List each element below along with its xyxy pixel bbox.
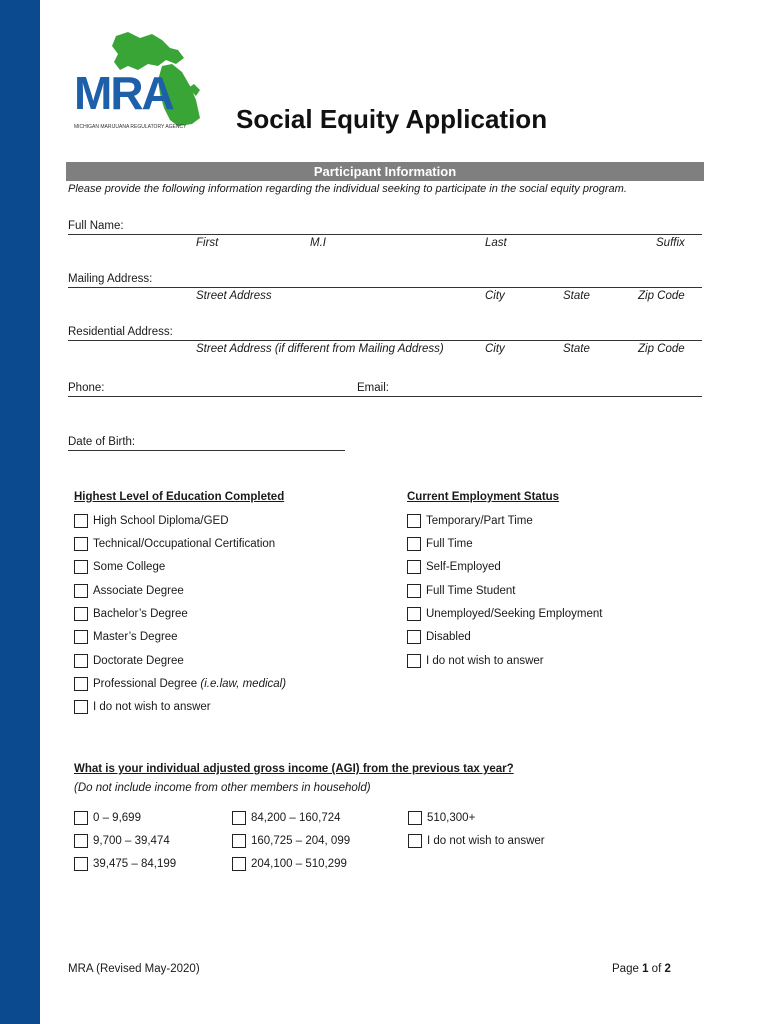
checkbox[interactable] [407, 537, 421, 551]
checkbox[interactable] [74, 857, 88, 871]
checkbox[interactable] [407, 560, 421, 574]
education-option[interactable] [74, 630, 178, 644]
income-option[interactable] [232, 834, 350, 848]
checkbox[interactable] [74, 811, 88, 825]
checkbox[interactable] [74, 654, 88, 668]
option-label: 0 – 9,699 [93, 812, 141, 824]
residential-state-label: State [563, 343, 590, 355]
income-note: (Do not include income from other members in household) [74, 782, 371, 794]
education-heading: Highest Level of Education Completed [74, 491, 285, 503]
income-option[interactable] [74, 834, 170, 848]
dob-field[interactable] [68, 450, 345, 451]
income-question: What is your individual adjusted gross income (AGI) from the previous tax year? [74, 763, 514, 775]
checkbox[interactable] [232, 834, 246, 848]
checkbox[interactable] [232, 811, 246, 825]
education-option[interactable] [74, 677, 286, 691]
checkbox[interactable] [74, 607, 88, 621]
phone-field[interactable] [68, 396, 356, 397]
email-field[interactable] [356, 396, 702, 397]
option-label: 204,100 – 510,299 [251, 858, 347, 870]
section-instructions: Please provide the following information regarding the individual seeking to participate in the social equity program. [68, 183, 627, 195]
option-label: 84,200 – 160,724 [251, 812, 341, 824]
checkbox[interactable] [407, 654, 421, 668]
income-option[interactable] [408, 811, 475, 825]
checkbox[interactable] [408, 834, 422, 848]
option-label: I do not wish to answer [426, 655, 544, 667]
option-label: Full Time [426, 538, 473, 550]
checkbox[interactable] [74, 677, 88, 691]
full-name-field[interactable] [68, 234, 702, 235]
side-accent-bar [0, 0, 40, 1024]
checkbox[interactable] [74, 537, 88, 551]
mra-logo [66, 30, 212, 136]
option-label: 9,700 – 39,474 [93, 835, 170, 847]
residential-address-label: Residential Address: [68, 326, 173, 338]
option-label: High School Diploma/GED [93, 515, 229, 527]
checkbox[interactable] [407, 630, 421, 644]
income-option[interactable] [232, 857, 347, 871]
employment-option[interactable] [407, 537, 473, 551]
option-label: Disabled [426, 631, 471, 643]
mailing-street-label: Street Address [196, 290, 272, 302]
mailing-zip-label: Zip Code [638, 290, 685, 302]
checkbox[interactable] [74, 834, 88, 848]
employment-option[interactable] [407, 584, 515, 598]
checkbox[interactable] [74, 630, 88, 644]
mailing-address-label: Mailing Address: [68, 273, 153, 285]
checkbox[interactable] [407, 584, 421, 598]
checkbox[interactable] [232, 857, 246, 871]
logo-text: MRA [74, 67, 173, 119]
logo-subtext: MICHIGAN MARIJUANA REGULATORY AGENCY [74, 124, 187, 130]
full-name-suffix-label: Suffix [656, 237, 685, 249]
option-label: Doctorate Degree [93, 655, 184, 667]
mailing-city-label: City [485, 290, 505, 302]
education-option[interactable] [74, 584, 184, 598]
residential-street-label: Street Address (if different from Mailing Address) [196, 343, 444, 355]
section-header: Participant Information [66, 162, 704, 181]
option-label: Professional Degree [93, 678, 198, 690]
checkbox[interactable] [74, 700, 88, 714]
residential-address-field[interactable] [68, 340, 702, 341]
full-name-first-label: First [196, 237, 219, 249]
option-note: (i.e.law, medical) [200, 678, 287, 690]
page-number [612, 963, 671, 975]
employment-option[interactable] [407, 654, 544, 668]
checkbox[interactable] [407, 514, 421, 528]
full-name-mi-label: M.I [310, 237, 326, 249]
residential-zip-label: Zip Code [638, 343, 685, 355]
income-option[interactable] [74, 857, 176, 871]
dob-label: Date of Birth: [68, 436, 136, 448]
education-option[interactable] [74, 654, 184, 668]
option-label: Self-Employed [426, 561, 501, 573]
option-label: Full Time Student [426, 585, 516, 597]
income-option[interactable] [232, 811, 341, 825]
education-option[interactable] [74, 514, 229, 528]
employment-option[interactable] [407, 560, 501, 574]
option-label: 160,725 – 204, 099 [251, 835, 351, 847]
option-label: 39,475 – 84,199 [93, 858, 177, 870]
residential-city-label: City [485, 343, 505, 355]
option-label: Master’s Degree [93, 631, 178, 643]
employment-heading: Current Employment Status [407, 491, 560, 503]
option-label: Temporary/Part Time [426, 515, 533, 527]
full-name-last-label: Last [485, 237, 507, 249]
phone-label: Phone: [68, 382, 105, 394]
email-label: Email: [357, 382, 389, 394]
education-option[interactable] [74, 537, 275, 551]
option-label: Associate Degree [93, 585, 184, 597]
checkbox[interactable] [74, 514, 88, 528]
employment-option[interactable] [407, 607, 602, 621]
full-name-label: Full Name: [68, 220, 124, 232]
page-label: Page [612, 963, 639, 975]
employment-option[interactable] [407, 630, 471, 644]
mailing-state-label: State [563, 290, 590, 302]
page-title: Social Equity Application [236, 104, 548, 134]
income-option[interactable] [74, 811, 141, 825]
page-of: of [651, 963, 662, 975]
checkbox[interactable] [74, 560, 88, 574]
education-option[interactable] [74, 560, 165, 574]
checkbox[interactable] [74, 584, 88, 598]
page-current: 1 [642, 963, 649, 975]
checkbox[interactable] [408, 811, 422, 825]
mailing-address-field[interactable] [68, 287, 702, 288]
option-label: I do not wish to answer [93, 701, 211, 713]
option-label: I do not wish to answer [427, 835, 545, 847]
option-label: Some College [93, 561, 166, 573]
employment-option[interactable] [407, 514, 533, 528]
education-option[interactable] [74, 607, 188, 621]
revision-note: MRA (Revised May-2020) [68, 963, 200, 975]
option-label: Unemployed/Seeking Employment [426, 608, 603, 620]
option-label: Technical/Occupational Certification [93, 538, 276, 550]
education-option[interactable] [74, 700, 211, 714]
page-total: 2 [664, 963, 671, 975]
option-label: Bachelor’s Degree [93, 608, 188, 620]
checkbox[interactable] [407, 607, 421, 621]
option-label: 510,300+ [427, 812, 476, 824]
income-option[interactable] [408, 834, 545, 848]
